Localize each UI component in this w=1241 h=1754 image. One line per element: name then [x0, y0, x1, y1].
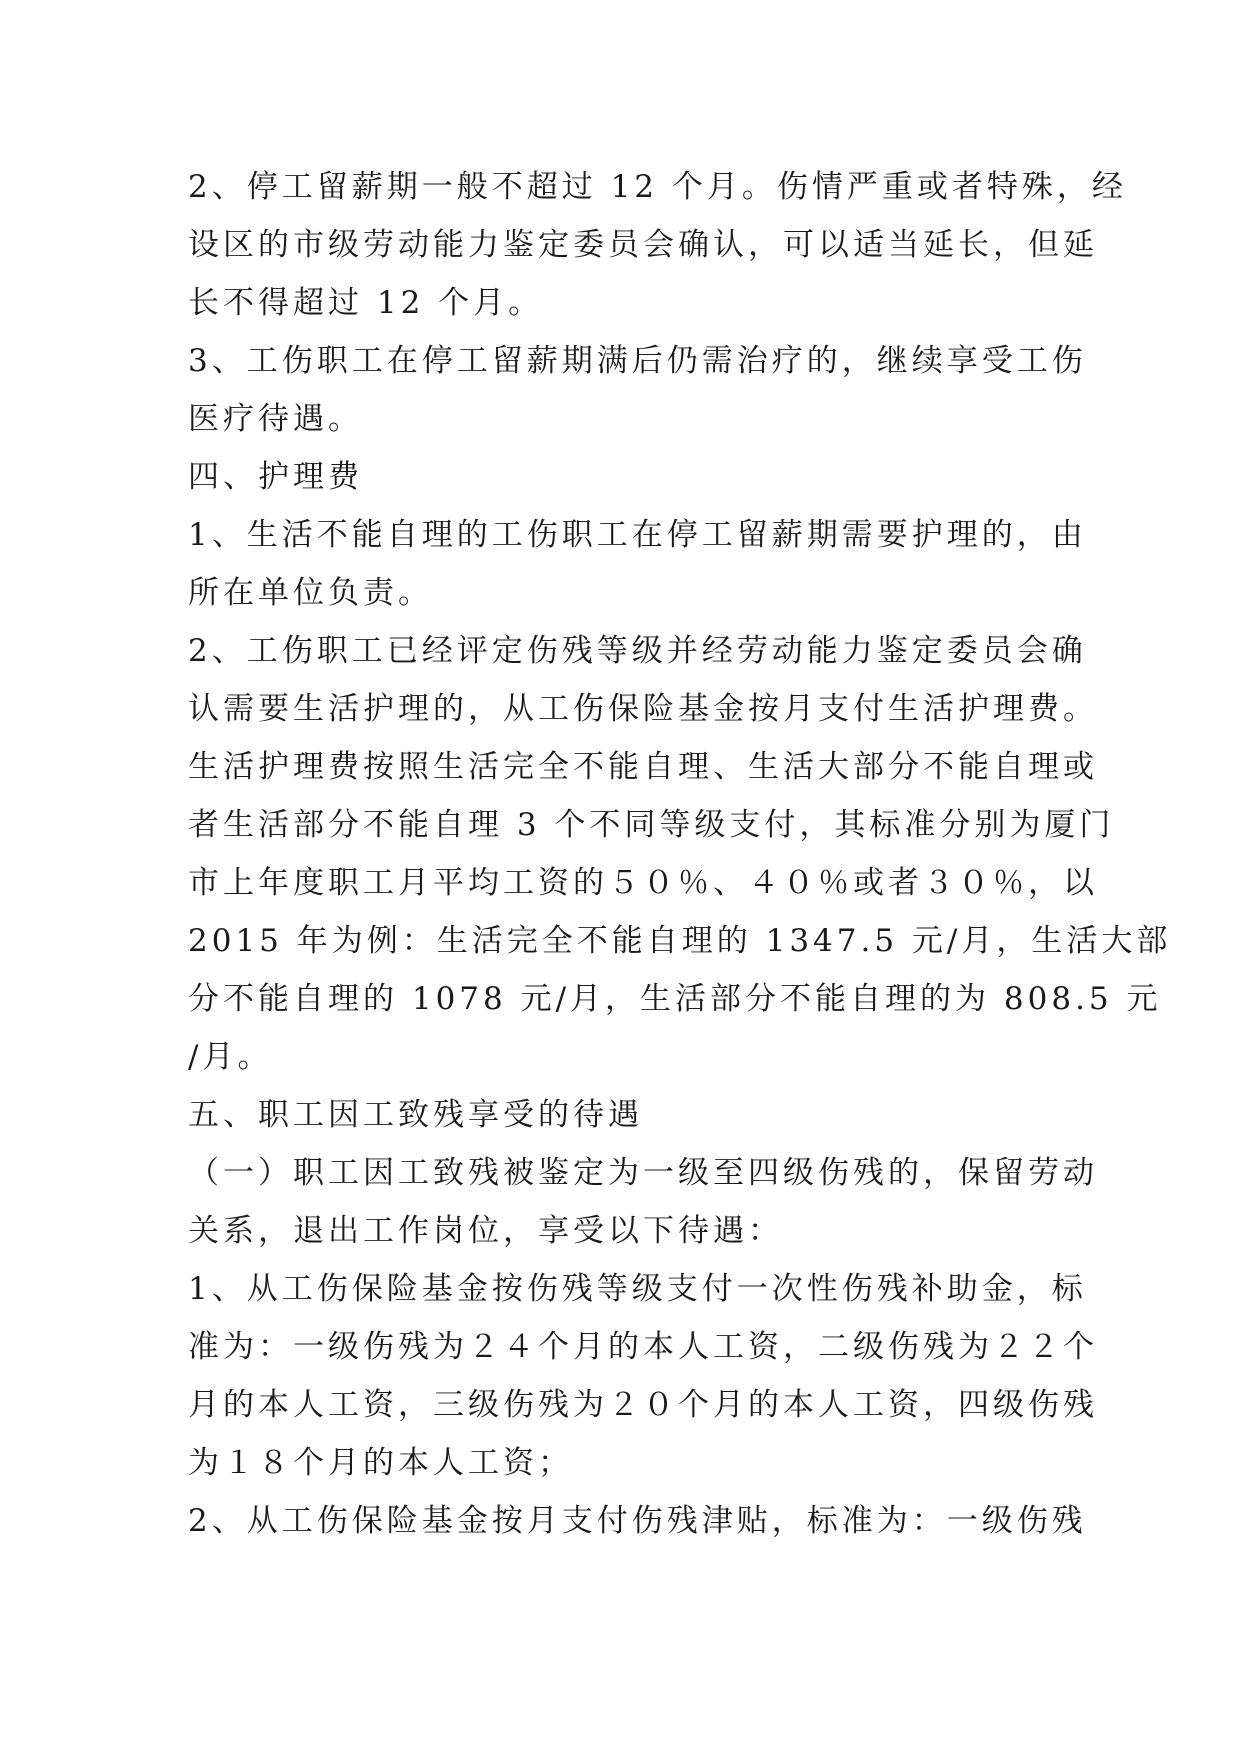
text-line: /月。: [188, 1039, 273, 1075]
text-line: 分不能自理的 1078 元/月，生活部分不能自理的为 808.5 元: [188, 981, 1162, 1017]
text-line: 1、从工伤保险基金按伤残等级支付一次性伤残补助金，标: [188, 1271, 1087, 1307]
text-line: （一）职工因工致残被鉴定为一级至四级伤残的，保留劳动: [188, 1155, 1098, 1191]
text-line: 为１８个月的本人工资；: [188, 1445, 573, 1481]
section-heading: 五、职工因工致残享受的待遇: [188, 1097, 643, 1133]
text-line: 2、停工留薪期一般不超过 12 个月。伤情严重或者特殊，经: [188, 169, 1127, 205]
text-line: 市上年度职工月平均工资的５０％、４０％或者３０％，以: [188, 865, 1098, 901]
text-line: 3、工伤职工在停工留薪期满后仍需治疗的，继续享受工伤: [188, 343, 1087, 379]
text-line: 准为：一级伤残为２４个月的本人工资，二级伤残为２２个: [188, 1329, 1098, 1365]
text-line: 2、工伤职工已经评定伤残等级并经劳动能力鉴定委员会确: [188, 633, 1087, 669]
text-line: 所在单位负责。: [188, 575, 433, 611]
text-line: 设区的市级劳动能力鉴定委员会确认，可以适当延长，但延: [188, 227, 1098, 263]
text-line: 关系，退出工作岗位，享受以下待遇：: [188, 1213, 783, 1249]
text-line: 1、生活不能自理的工伤职工在停工留薪期需要护理的，由: [188, 517, 1087, 553]
text-line: 者生活部分不能自理 3 个不同等级支付，其标准分别为厦门: [188, 807, 1115, 843]
document-body: [188, 158, 1172, 1550]
text-line: 月的本人工资，三级伤残为２０个月的本人工资，四级伤残: [188, 1387, 1098, 1423]
text-line: 长不得超过 12 个月。: [188, 285, 544, 321]
section-heading: 四、护理费: [188, 459, 363, 495]
text-line: 2、从工伤保险基金按月支付伤残津贴，标准为：一级伤残: [188, 1503, 1087, 1539]
text-line: 医疗待遇。: [188, 401, 363, 437]
text-line: 认需要生活护理的，从工伤保险基金按月支付生活护理费。: [188, 691, 1098, 727]
text-line: 生活护理费按照生活完全不能自理、生活大部分不能自理或: [188, 749, 1098, 785]
text-line: 2015 年为例：生活完全不能自理的 1347.5 元/月，生活大部: [188, 923, 1172, 959]
